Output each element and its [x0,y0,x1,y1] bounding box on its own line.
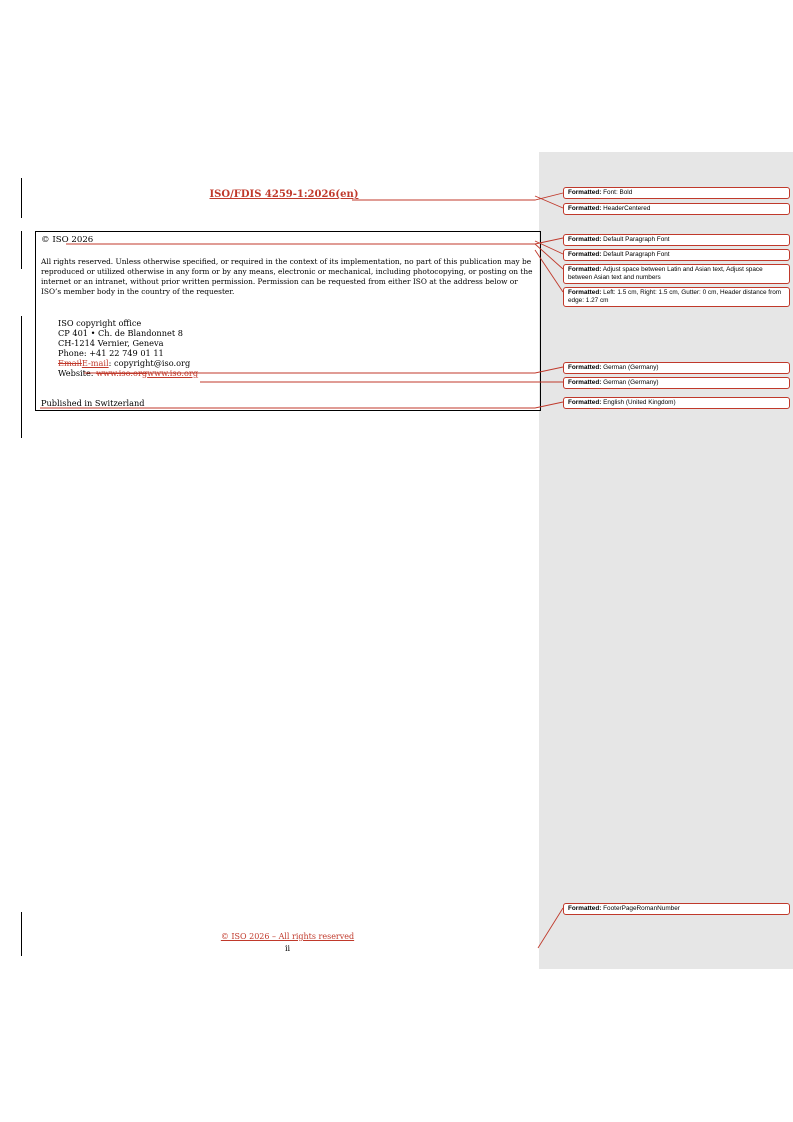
footer-page-number: ii [284,944,291,953]
address-office: ISO copyright office [58,318,142,328]
address-phone: Phone: +41 22 749 01 11 [58,348,164,358]
website-inserted-link[interactable]: www.iso.org [147,368,199,378]
comment-balloon[interactable]: Formatted: German (Germany) [563,377,790,389]
footer-copyright: © ISO 2026 – All rights reserved [220,932,355,941]
website-label: Website: [58,368,97,378]
email-deleted-text: Email [58,358,82,368]
comment-balloon[interactable]: Formatted: Left: 1.5 cm, Right: 1.5 cm, Gutter: 0 cm, Header distance from edge: 1.27 cm [563,287,790,307]
copyright-paragraph: All rights reserved. Unless otherwise specified, or required in the context of its implementation, no part of this publication may be reproduced or utilized otherwise in any form or by any means, electronic or mechanical, including photocopying, or posting on the internet or an intranet, without prior written permission. Permission can be requested from either ISO at the address below or ISO’s member body in the country of the requester. [41,257,533,296]
website-deleted-link[interactable]: www.iso.org [96,368,148,378]
comment-balloon[interactable]: Formatted: Default Paragraph Font [563,234,790,246]
copyright-heading: © ISO 2026 [41,235,94,245]
address-street: CP 401 • Ch. de Blandonnet 8 [58,328,183,338]
email-value: : copyright@iso.org [108,358,191,368]
comment-balloon[interactable]: Formatted: HeaderCentered [563,203,790,215]
published-line: Published in Switzerland [41,398,145,408]
comment-balloon[interactable]: Formatted: English (United Kingdom) [563,397,790,409]
comment-balloon[interactable]: Formatted: Font: Bold [563,187,790,199]
address-city: CH-1214 Vernier, Geneva [58,338,164,348]
comment-balloon[interactable]: Formatted: German (Germany) [563,362,790,374]
document-header-title: ISO/FDIS 4259-1:2026(en) [209,189,359,200]
comment-balloon[interactable]: Formatted: FooterPageRomanNumber [563,903,790,915]
comment-balloon[interactable]: Formatted: Adjust space between Latin and Asian text, Adjust space between Asian text and numbers [563,264,790,284]
email-inserted-text: E-mail [81,358,109,368]
comment-balloon[interactable]: Formatted: Default Paragraph Font [563,249,790,261]
